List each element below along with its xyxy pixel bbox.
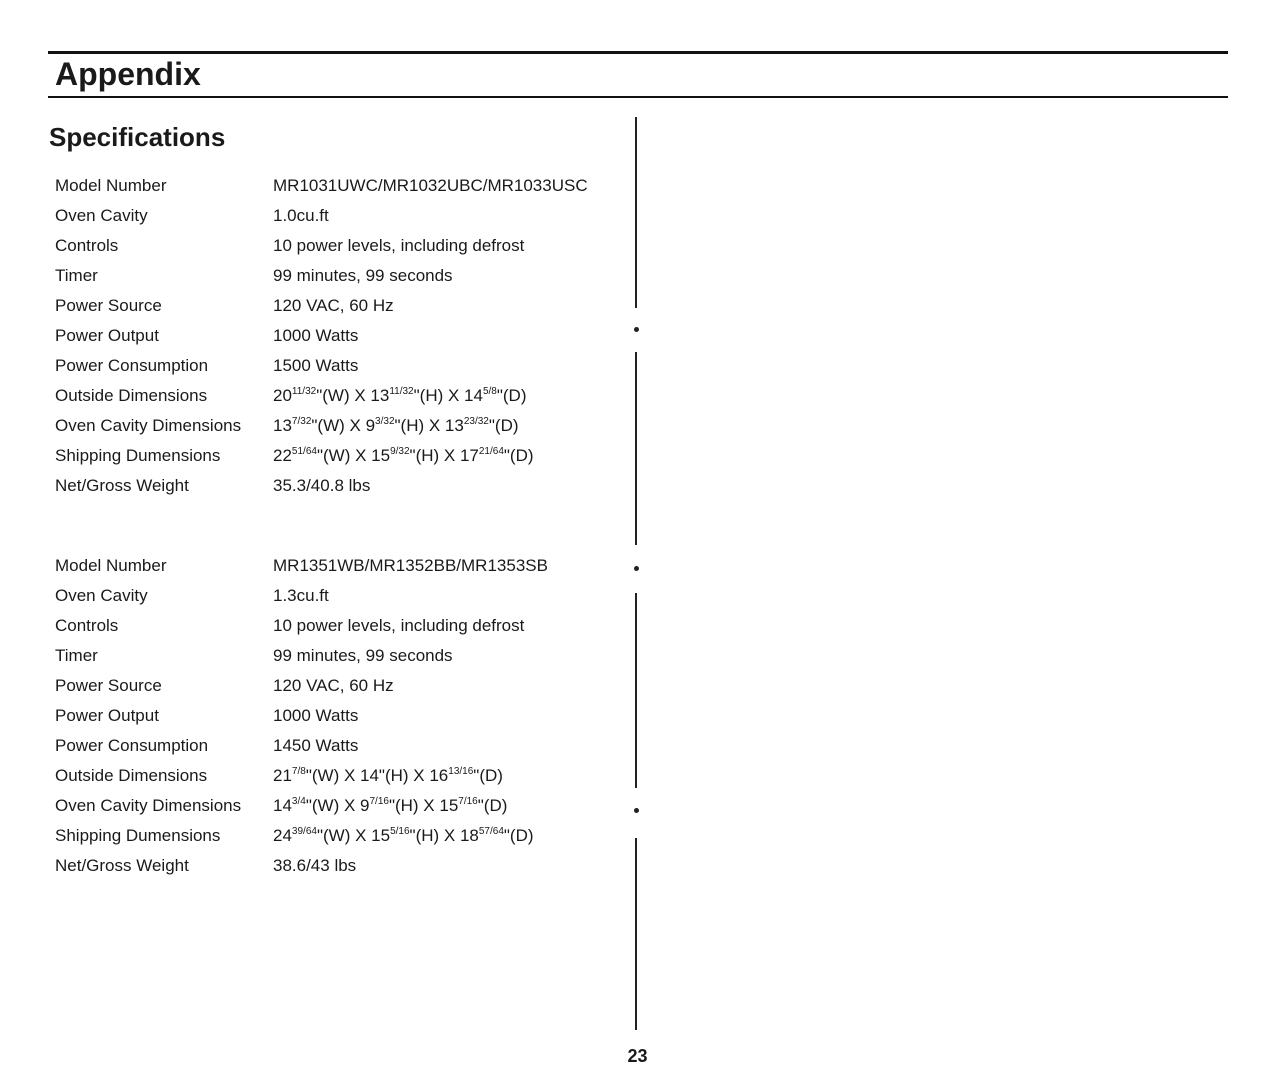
spec-label: Controls: [55, 236, 119, 255]
spec-label: Power Output: [55, 706, 159, 725]
header-top-rule: [48, 51, 1228, 54]
fraction-superscript: 5/8: [482, 386, 497, 397]
value-text: 120 VAC, 60 Hz: [273, 296, 394, 315]
spec-table-2: [55, 551, 625, 881]
spec-label: Power Source: [55, 676, 162, 695]
value-text: "(W) X 9: [305, 796, 370, 815]
divider-dot: [634, 327, 639, 332]
spec-label: Shipping Dumensions: [55, 826, 221, 845]
spec-label: Controls: [55, 616, 119, 635]
spec-value: [273, 731, 625, 761]
spec-row: [55, 321, 625, 351]
spec-row: [55, 381, 625, 411]
value-text: "(H) X 14: [413, 386, 483, 405]
value-text: 22: [273, 446, 292, 465]
fraction-superscript: 7/16: [369, 796, 389, 807]
value-text: 14: [273, 796, 292, 815]
spec-label: Oven Cavity: [55, 206, 148, 225]
value-text: 20: [273, 386, 292, 405]
column-divider: [635, 838, 637, 1030]
column-divider: [635, 117, 637, 308]
value-text: "(W) X 14"(H) X 16: [305, 766, 449, 785]
spec-row: [55, 201, 625, 231]
spec-value: [273, 351, 625, 381]
spec-row: [55, 671, 625, 701]
value-text: "(W) X 15: [316, 826, 391, 845]
section-title: Specifications: [49, 122, 226, 152]
page-number: 23: [627, 1046, 648, 1066]
column-divider: [635, 352, 637, 545]
spec-label: Oven Cavity Dimensions: [55, 796, 242, 815]
column-divider: [635, 593, 637, 788]
spec-row: [55, 851, 625, 881]
spec-row: [55, 231, 625, 261]
spec-row: [55, 441, 625, 471]
fraction-superscript: 21/64: [478, 446, 504, 457]
value-text: 1.0cu.ft: [273, 206, 329, 225]
spec-value: [273, 611, 625, 641]
spec-row: [55, 821, 625, 851]
spec-value: [273, 231, 625, 261]
spec-value: [273, 851, 625, 881]
fraction-superscript: 13/16: [448, 766, 474, 777]
value-text: "(H) X 15: [388, 796, 459, 815]
spec-row: [55, 551, 625, 581]
fraction-superscript: 7/32: [291, 416, 312, 427]
value-text: 1.3cu.ft: [273, 586, 329, 605]
fraction-superscript: 5/16: [390, 826, 410, 837]
spec-label: Power Consumption: [55, 736, 209, 755]
spec-label: Net/Gross Weight: [55, 476, 189, 495]
spec-row: [55, 791, 625, 821]
value-text: MR1351WB/MR1352BB/MR1353SB: [273, 556, 548, 575]
header-bottom-rule: [48, 96, 1228, 98]
spec-label: Outside Dimensions: [55, 386, 208, 405]
spec-row: [55, 411, 625, 441]
value-text: 13: [273, 416, 292, 435]
fraction-superscript: 39/64: [291, 826, 317, 837]
spec-label: Power Source: [55, 296, 162, 315]
page-title: Appendix: [55, 56, 201, 92]
fraction-superscript: 7/16: [458, 796, 478, 807]
spec-value: [273, 411, 625, 441]
spec-row: [55, 471, 625, 501]
spec-value: [273, 261, 625, 291]
value-text: 35.3/40.8 lbs: [273, 476, 371, 495]
fraction-superscript: 3/4: [291, 796, 306, 807]
spec-value: [273, 791, 625, 821]
spec-row: [55, 171, 625, 201]
fraction-superscript: 7/8: [291, 766, 306, 777]
spec-row: [55, 701, 625, 731]
spec-row: [55, 761, 625, 791]
spec-row: [55, 731, 625, 761]
value-text: "(D): [488, 416, 519, 435]
value-text: MR1031UWC/MR1032UBC/MR1033USC: [273, 176, 588, 195]
fraction-superscript: 51/64: [291, 446, 317, 457]
spec-label: Power Output: [55, 326, 159, 345]
spec-value: [273, 551, 625, 581]
value-text: "(W) X 9: [311, 416, 376, 435]
spec-row: [55, 291, 625, 321]
spec-value: [273, 201, 625, 231]
value-text: 1000 Watts: [273, 706, 359, 725]
spec-row: [55, 351, 625, 381]
value-text: "(D): [503, 826, 534, 845]
spec-label: Timer: [55, 646, 98, 665]
value-text: 24: [273, 826, 292, 845]
fraction-superscript: 11/32: [389, 386, 414, 397]
value-text: 120 VAC, 60 Hz: [273, 676, 394, 695]
value-text: "(H) X 13: [394, 416, 464, 435]
value-text: "(D): [473, 766, 503, 785]
spec-label: Timer: [55, 266, 98, 285]
spec-label: Model Number: [55, 176, 167, 195]
value-text: "(D): [477, 796, 508, 815]
spec-row: [55, 581, 625, 611]
spec-value: [273, 821, 625, 851]
spec-value: [273, 321, 625, 351]
value-text: 1500 Watts: [273, 356, 359, 375]
spec-value: [273, 581, 625, 611]
value-text: 1450 Watts: [273, 736, 359, 755]
value-text: 99 minutes, 99 seconds: [273, 646, 453, 665]
spec-label: Oven Cavity: [55, 586, 148, 605]
value-text: "(H) X 18: [409, 826, 479, 845]
value-text: "(W) X 15: [316, 446, 391, 465]
value-text: 10 power levels, including defrost: [273, 616, 525, 635]
spec-label: Shipping Dumensions: [55, 446, 221, 465]
spec-value: [273, 171, 625, 201]
value-text: "(W) X 13: [316, 386, 390, 405]
value-text: "(D): [503, 446, 534, 465]
fraction-superscript: 3/32: [375, 416, 395, 427]
spec-value: [273, 701, 625, 731]
spec-value: [273, 641, 625, 671]
divider-dot: [634, 566, 639, 571]
spec-value: [273, 671, 625, 701]
value-text: "(D): [496, 386, 527, 405]
value-text: 1000 Watts: [273, 326, 359, 345]
spec-label: Outside Dimensions: [55, 766, 208, 785]
spec-value: [273, 761, 625, 791]
spec-value: [273, 291, 625, 321]
spec-label: Net/Gross Weight: [55, 856, 189, 875]
spec-value: [273, 441, 625, 471]
spec-label: Oven Cavity Dimensions: [55, 416, 242, 435]
divider-dot: [634, 808, 639, 813]
spec-value: [273, 381, 625, 411]
spec-row: [55, 261, 625, 291]
fraction-superscript: 9/32: [390, 446, 410, 457]
value-text: "(H) X 17: [409, 446, 479, 465]
fraction-superscript: 57/64: [478, 826, 504, 837]
value-text: 38.6/43 lbs: [273, 856, 357, 875]
spec-row: [55, 611, 625, 641]
fraction-superscript: 11/32: [291, 386, 317, 397]
spec-table-1: [55, 171, 625, 501]
spec-row: [55, 641, 625, 671]
spec-value: [273, 471, 625, 501]
spec-label: Power Consumption: [55, 356, 209, 375]
value-text: 99 minutes, 99 seconds: [273, 266, 453, 285]
value-text: 21: [273, 766, 292, 785]
spec-label: Model Number: [55, 556, 167, 575]
value-text: 10 power levels, including defrost: [273, 236, 525, 255]
fraction-superscript: 23/32: [463, 416, 489, 427]
